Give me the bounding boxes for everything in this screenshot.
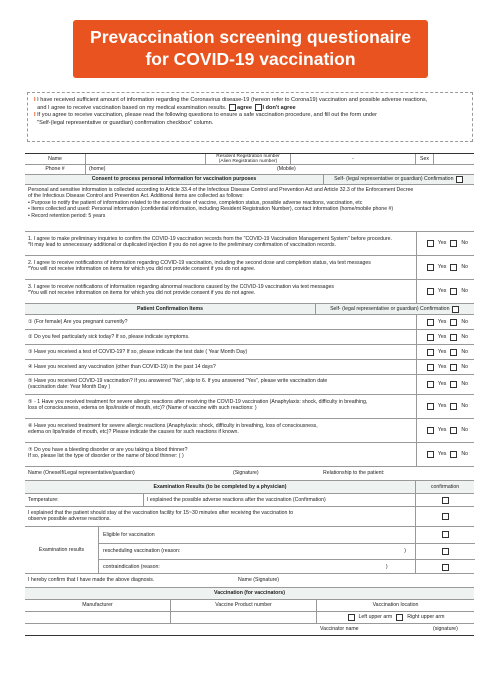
patient-item-3-text: ③ Have you received a test of COVID-19? If so, please indicate the test date ( Year Month Day): [28, 348, 248, 355]
yes-label: Yes: [437, 451, 447, 458]
yes-label: Yes: [437, 288, 447, 295]
yes-label: Yes: [437, 363, 447, 370]
patient-confirm-label: Self- (legal representative or guardian) Confirmation: [330, 305, 450, 312]
signature-label: (Signature): [233, 470, 259, 477]
exam-results-checks: [415, 527, 475, 573]
patient-confirm-checkbox[interactable]: [452, 306, 459, 313]
home-label: (home): [89, 166, 106, 173]
patient-item-5-1-line-2: loss of consciousness, edema on lips/inside of mouth, etc)? (Name of vaccine with such reactions: ): [28, 405, 257, 412]
left-arm-label: Left upper arm: [358, 614, 393, 621]
patient-item-5-1-line-1: ⑤ - 1 Have you received treatment for severe allergic reactions after receiving the COVID-19 vaccination (Anaphylaxis: shock, difficulty in breathing,: [28, 399, 368, 405]
explained-confirm-checkbox[interactable]: [442, 497, 449, 504]
patient-item-1: [25, 315, 474, 330]
patient-item-7: [25, 443, 474, 467]
agreement-row-2: [25, 256, 474, 280]
agreement-2-yes-no: [426, 256, 468, 279]
vaccinator-signature-row: [25, 624, 474, 636]
consent-header: [25, 175, 474, 185]
name-label: Name: [48, 155, 62, 162]
agreement-text-3: [25, 280, 421, 301]
physician-signature-label: Name (Signature): [238, 577, 279, 584]
patient-item-4-no-checkbox[interactable]: [450, 364, 457, 371]
no-label: No: [461, 333, 468, 340]
explained-confirm: [415, 494, 474, 506]
consent-text-1: Personal and sensitive information is collected according to Article 33.4 of the Infectious Disease Control and Prevention Act and Article 32.3 of the Enforcement Decree: [28, 187, 414, 193]
patient-item-7-line-1: ⑦ Do you have a bleeding disorder or are you taking a blood thinner?: [28, 447, 188, 453]
yes-label: Yes: [437, 427, 447, 434]
patient-item-2: [25, 330, 474, 345]
consent-bullet-1: • Purpose to notify the patient of information related to the second dose of vaccine, completion status, possible adverse reactions, vaccination, etc: [28, 199, 363, 206]
patient-item-7-no-checkbox[interactable]: [450, 451, 457, 458]
manufacturer-label: Manufacturer: [82, 602, 113, 609]
no-label: No: [461, 363, 468, 370]
exam-confirmation-label: confirmation: [415, 481, 474, 493]
notice-marker-icon: I: [34, 97, 36, 103]
patient-item-6-yes-no: [426, 419, 468, 442]
yes-label: Yes: [437, 381, 447, 388]
patient-item-3-yes-checkbox[interactable]: [427, 349, 434, 356]
diagnosis-row: [25, 574, 474, 588]
agreement-1-yes-checkbox[interactable]: [427, 240, 434, 247]
rrn-dash: -: [352, 155, 354, 162]
patient-item-2-yes-no: [426, 330, 468, 344]
arm-options: [316, 612, 474, 623]
consent-text-2: of the Infectious Disease Control and Prevention Act. Additional items are collected as follows:: [28, 193, 244, 200]
sex-label: Sex: [415, 154, 433, 164]
patient-item-5-line-1: ⑤ Have you received COVID-19 vaccination? If you answered "No", skip to 6. If you answered "Yes", please write vaccination date: [28, 378, 328, 384]
patient-item-3-yes-no: [426, 345, 468, 359]
patient-item-7-line-2: If so, please list the type of disorder or the name of blood thinner: ( ): [28, 453, 184, 460]
agreement-3-yes-no: [426, 280, 468, 303]
agreement-2-line-1: 2. I agree to receive notifications of information regarding COVID-19 vaccination, including the second dose and completion status, via text messages: [28, 260, 371, 266]
screening-form: [25, 153, 474, 636]
patient-item-4-text: ④ Have you received any vaccination (other than COVID-19) in the past 14 days?: [28, 363, 216, 370]
exam-temperature-row: [25, 494, 474, 507]
patient-item-6: [25, 419, 474, 443]
patient-item-6-line-2: edema on lips/inside of mouth, etc)? Please indicate the causes for such reactions if known.: [28, 429, 239, 436]
agreement-2-line-2: *You will not receive information on items for which you did not provide consent if you do not agree.: [28, 266, 256, 273]
title-line-2: for COVID-19 vaccination: [145, 49, 356, 69]
right-arm-checkbox[interactable]: [396, 614, 403, 621]
yes-label: Yes: [437, 240, 447, 247]
no-label: No: [461, 381, 468, 388]
rrn-label: [205, 154, 290, 164]
notice-line-4: "Self-(legal representative or guardian) confirmation checkbox" column.: [37, 119, 214, 126]
agreement-3-yes-checkbox[interactable]: [427, 288, 434, 295]
patient-item-5-line-2: (vaccination date: Year Month Day ): [28, 384, 111, 391]
stay-line-2: observe possible adverse reactions.: [28, 516, 111, 523]
agreement-1-yes-no: [426, 232, 468, 255]
reschedule-label: rescheduling vaccination (reason:: [103, 548, 181, 555]
name-row: [25, 154, 474, 165]
location-label: Vaccination location: [316, 600, 474, 611]
rrn-input[interactable]: [290, 154, 415, 164]
patient-item-5-yes-checkbox[interactable]: [427, 381, 434, 388]
patient-item-2-yes-checkbox[interactable]: [427, 334, 434, 341]
right-arm-label: Right upper arm: [407, 614, 445, 621]
eligible-option: [99, 527, 416, 544]
stay-confirm: [415, 507, 474, 526]
consent-text: [25, 185, 474, 232]
notice-line-1: I have received sufficient amount of information regarding the Coronavirus disease-19 (hereon refer to Corona19) vaccination and possible adverse reactions,: [37, 97, 428, 103]
vaccinator-signature-label: (signature): [433, 626, 458, 633]
no-label: No: [461, 318, 468, 325]
rrn-label-line-2: (Alien Registration number): [218, 159, 278, 164]
patient-item-5-1: [25, 395, 474, 419]
consent-body: [25, 185, 474, 221]
patient-header-title: Patient Confirmation Items: [136, 305, 203, 312]
exam-results-options: [98, 527, 416, 573]
patient-header: [25, 304, 474, 315]
stay-line-1: I explained that the patient should stay at the vaccination facility for 15~30 minutes after receiving the vaccination to: [28, 510, 294, 516]
patient-item-7-yes-checkbox[interactable]: [427, 451, 434, 458]
no-label: No: [461, 403, 468, 410]
agree-label: agree: [237, 105, 252, 112]
contraindication-checkbox[interactable]: [442, 564, 449, 571]
patient-confirm: [315, 304, 474, 314]
eligible-checkbox[interactable]: [442, 531, 449, 538]
eligible-check: [416, 527, 475, 544]
patient-item-3-no-checkbox[interactable]: [450, 349, 457, 356]
patient-item-2-no-checkbox[interactable]: [450, 334, 457, 341]
mobile-label: (Mobile): [277, 166, 296, 173]
vaccinator-header-title: Vaccination (for vaccinators): [214, 590, 285, 597]
phone-label: Phone #: [45, 166, 65, 173]
phone-row: [25, 165, 474, 175]
patient-item-1-no-checkbox[interactable]: [450, 319, 457, 326]
consent-confirm: [323, 175, 474, 184]
relationship-label: Relationship to the patient:: [323, 470, 385, 477]
diagnosis-label: I hereby confirm that I have made the above diagnosis.: [28, 577, 155, 584]
patient-item-5-1-yes-checkbox[interactable]: [427, 403, 434, 410]
no-label: No: [461, 288, 468, 295]
rrn-label-line-1: Resident Registration number: [216, 154, 280, 159]
no-label: No: [461, 264, 468, 271]
agree-checkbox[interactable]: [229, 104, 236, 111]
patient-item-7-yes-no: [426, 443, 468, 466]
exam-header-title: Examination Results (to be completed by a physician): [153, 483, 287, 490]
notice-line-3: If you agree to receive vaccination, please read the following questions to ensure a safe vaccination procedure, and fill out the form under: [37, 112, 377, 119]
yes-label: Yes: [437, 333, 447, 340]
vaccinator-name-label: Vaccinator name: [320, 626, 359, 633]
consent-notice: [27, 92, 473, 142]
patient-item-5-no-checkbox[interactable]: [450, 381, 457, 388]
name-input[interactable]: [85, 154, 205, 164]
eligible-label: Eligible for vaccination: [103, 531, 155, 538]
patient-item-1-text: ① (For female) Are you pregnant currently?: [28, 318, 128, 325]
patient-item-5-yes-no: [426, 375, 468, 394]
vaccinator-columns: [25, 600, 474, 612]
consent-bullet-2: • Items collected and used: Personal information (confidential information, including Resident Registration Number), contact information (home/mobile phone #): [28, 206, 394, 213]
vaccinator-values: [25, 612, 474, 624]
patient-item-4: [25, 360, 474, 375]
patient-item-1-yes-checkbox[interactable]: [427, 319, 434, 326]
exam-stay-row: [25, 507, 474, 527]
reschedule-option: [99, 544, 416, 561]
exam-results-label: Examination results: [38, 546, 85, 553]
patient-item-7-text: [25, 443, 421, 464]
contraindication-check: [416, 560, 475, 575]
disagree-label: I don't agree: [262, 105, 296, 112]
stay-confirm-checkbox[interactable]: [442, 513, 449, 520]
sex-input[interactable]: [433, 154, 474, 164]
contraindication-option: [99, 560, 416, 575]
patient-item-6-no-checkbox[interactable]: [450, 427, 457, 434]
agreement-text-2: [25, 256, 421, 277]
left-arm-checkbox[interactable]: [348, 614, 355, 621]
agreement-3-no-checkbox[interactable]: [450, 288, 457, 295]
no-label: No: [461, 451, 468, 458]
agreement-row-3: [25, 280, 474, 304]
yes-label: Yes: [437, 264, 447, 271]
agreement-text-1: [25, 232, 421, 253]
patient-item-1-yes-no: [426, 315, 468, 329]
reschedule-close: ): [404, 548, 407, 555]
agreement-row-1: [25, 232, 474, 256]
yes-label: Yes: [437, 403, 447, 410]
notice-marker-icon: I: [34, 112, 36, 119]
patient-item-5-1-no-checkbox[interactable]: [450, 403, 457, 410]
patient-item-6-yes-checkbox[interactable]: [427, 427, 434, 434]
vaccinator-header: [25, 588, 474, 600]
consent-bullet-3: • Record retention period: 5 years: [28, 212, 106, 219]
patient-item-5-1-text: [25, 395, 421, 416]
patient-item-6-line-1: ⑥ Have you received treatment for severe allergic reactions (Anaphylaxis: shock, difficulty in breathing, loss of consciousness,: [28, 423, 318, 429]
exam-results-row: [25, 527, 474, 574]
agreement-3-line-2: *You will not receive information on items for which you did not provide consent if you do not agree.: [28, 290, 256, 297]
yes-label: Yes: [437, 318, 447, 325]
reschedule-check: [416, 544, 475, 561]
agreement-3-line-1: 3. I agree to receive notifications of information regarding abnormal reactions caused by the COVID-19 vaccination via text messages: [28, 284, 334, 290]
yes-label: Yes: [437, 348, 447, 355]
home-phone-field[interactable]: [85, 165, 274, 174]
consent-confirm-checkbox[interactable]: [456, 176, 463, 183]
signature-name-label: Name (Oneself/Legal representative/guardian): [28, 470, 135, 477]
contraindication-close: ): [385, 564, 388, 571]
no-label: No: [461, 348, 468, 355]
patient-item-4-yes-checkbox[interactable]: [427, 364, 434, 371]
manufacturer-input[interactable]: [25, 612, 170, 623]
reschedule-checkbox[interactable]: [442, 548, 449, 555]
patient-item-5-text: [25, 375, 421, 394]
title-line-1: Prevaccination screening questionaire: [90, 27, 411, 47]
patient-item-5-1-yes-no: [426, 395, 468, 418]
stay-text: [25, 507, 415, 526]
no-label: No: [461, 427, 468, 434]
disagree-checkbox[interactable]: [255, 104, 262, 111]
patient-item-2-text: ② Do you feel particularly sick today? If so, please indicate symptoms.: [28, 333, 190, 340]
consent-confirm-label: Self- (legal representative or guardian) Confirmation: [334, 176, 454, 183]
title-banner: [73, 20, 428, 78]
patient-signature-row: [25, 467, 474, 481]
contraindication-label: contraindication (reason:: [103, 564, 160, 571]
agreement-2-yes-checkbox[interactable]: [427, 264, 434, 271]
patient-item-3: [25, 345, 474, 360]
temperature-label: Temperature:: [28, 496, 59, 503]
patient-item-5: [25, 375, 474, 395]
patient-item-6-text: [25, 419, 421, 440]
patient-item-4-yes-no: [426, 360, 468, 374]
no-label: No: [461, 240, 468, 247]
notice-line-2: and I agree to receive vaccination based on my medical examination results.: [37, 105, 227, 112]
product-number-input[interactable]: [170, 612, 316, 623]
agreement-2-no-checkbox[interactable]: [450, 264, 457, 271]
exam-header: [25, 481, 474, 494]
mobile-phone-field[interactable]: [274, 165, 474, 174]
product-number-label: Vaccine Product number: [170, 600, 316, 611]
consent-header-title: Consent to process personal information for vaccination purposes: [91, 176, 257, 183]
explained-label: I explained the possible adverse reactions after the vaccination (Confirmation): [143, 494, 415, 506]
agreement-1-line-1: 1. I agree to make preliminary inquiries to confirm the COVID-19 vaccination records from the "COVID-19 Vaccination Management System" before procedure.: [28, 236, 392, 242]
agreement-1-no-checkbox[interactable]: [450, 240, 457, 247]
agreement-1-line-2: *It may lead to unnecessary additional or duplicated injection if you do not agree to the preliminary confirmation of vaccination records.: [28, 242, 336, 249]
